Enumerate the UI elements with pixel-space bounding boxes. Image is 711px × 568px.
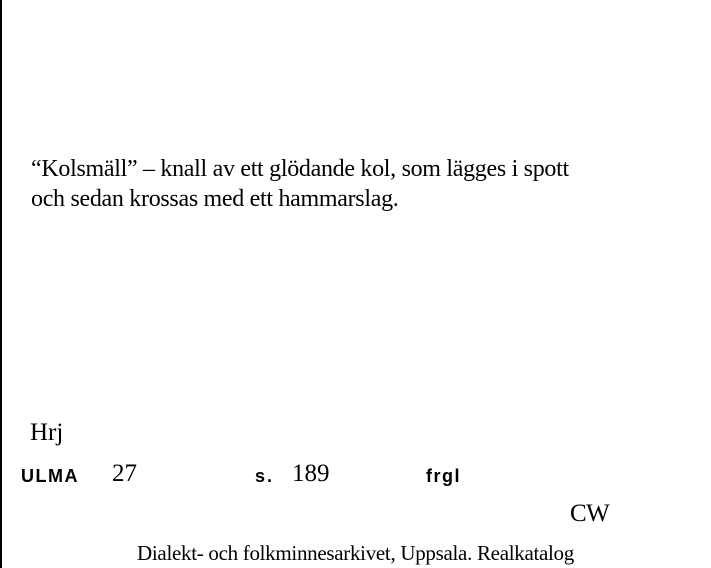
reference-row [0,458,711,498]
main-text-line-2: och sedan krossas med ett hammarslag. [31,186,399,212]
page-label: s. [255,466,275,486]
place-code: Hrj [30,419,64,446]
archive-number: 27 [112,460,137,487]
archive-label: ULMA [21,466,79,486]
page-number: 189 [292,460,330,487]
card-main-text [31,154,701,214]
recorder-initials: CW [570,500,610,527]
archive-footer: Dialekt- och folkminnesarkivet, Uppsala. Realkatalog [137,541,574,565]
category-code: frgl [426,466,461,486]
main-text-line-1: “Kolsmäll” – knall av ett glödande kol, som lägges i spott [31,156,569,182]
